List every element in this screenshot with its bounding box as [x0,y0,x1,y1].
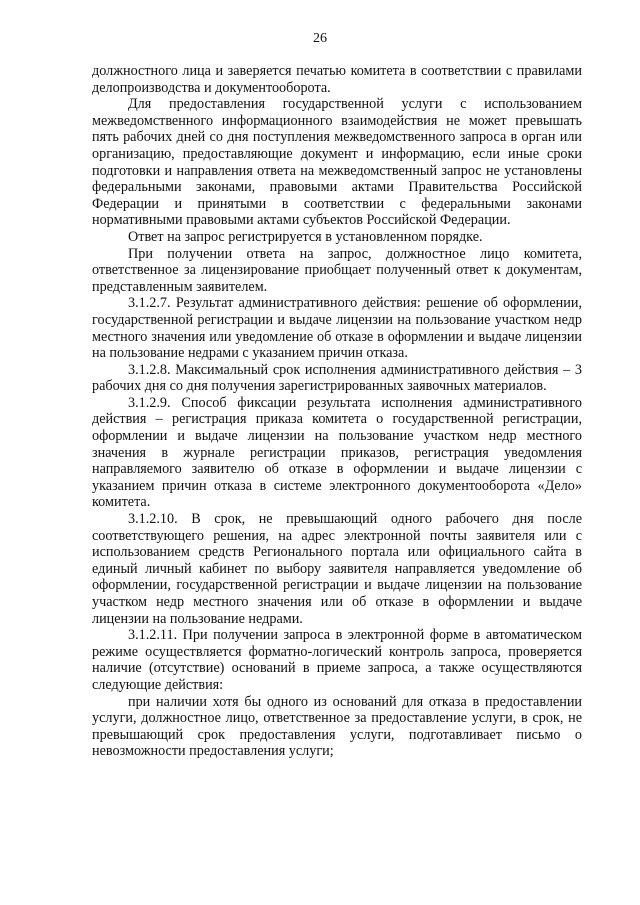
paragraph-refusal-grounds: при наличии хотя бы одного из оснований для отказа в предоставлении услуги, должностное лицо, ответственное за предоставление услуги, в срок, не превышающий срок предоставления услуги, подготавливает письмо о невозможности предоставления услуги; [92,693,582,760]
page-body [92,63,582,760]
paragraph-3-1-2-7: 3.1.2.7. Результат административного действия: решение об оформлении, государственной регистрации и выдаче лицензии на пользование участком недр местного значения или уведомление об отказе в оформлении и выдаче лицензии на пользование недрами с указанием причин отказа. [92,295,582,362]
page-number: 26 [313,31,327,46]
paragraph-continuation: должностного лица и заверяется печатью комитета в соответствии с правилами делопроизводства и документооборота. [92,63,582,96]
paragraph-3-1-2-10: 3.1.2.10. В срок, не превышающий одного рабочего дня после соответствующего решения, на адрес электронной почты заявителя или с использованием средств Регионального портала или официального сайта в единый личный кабинет по выбору заявителя направляется уведомление об оформлении, государственной регистрации и выдаче лицензии на пользование участком недр местного значения или об отказе в оформлении и выдаче лицензии на пользование недрами. [92,511,582,627]
paragraph-response-attachment: При получении ответа на запрос, должностное лицо комитета, ответственное за лицензирование приобщает полученный ответ к документам, представленным заявителем. [92,245,582,295]
paragraph-3-1-2-9: 3.1.2.9. Способ фиксации результата исполнения административного действия – регистрация приказа комитета о государственной регистрации, оформлении и выдаче лицензии на пользование участком недр местного значения в журнале регистрации приказов, регистрация уведомления направляемого заявителю об отказе в оформлении и выдаче лицензии с указанием причин отказа в системе электронного документооборота «Дело» комитета. [92,394,582,511]
paragraph-response-registration: Ответ на запрос регистрируется в установленном порядке. [128,228,483,245]
paragraph-interagency-deadline: Для предоставления государственной услуги с использованием межведомственного информационного взаимодействия не может превышать пять рабочих дней со дня поступления межведомственного запроса в орган или организацию, предоставляющие документ и информацию, если иные сроки подготовки и направления ответа на межведомственный запрос не установлены федеральными законами, правовыми актами Правительства Российской Федерации и принятыми в соответствии с федеральными законами нормативными правовыми актами субъектов Российской Федерации. [92,96,582,229]
paragraph-3-1-2-8: 3.1.2.8. Максимальный срок исполнения административного действия – 3 рабочих дня со дня получения зарегистрированных заявочных материалов. [92,361,582,395]
paragraph-3-1-2-11: 3.1.2.11. При получении запроса в электронной форме в автоматическом режиме осуществляется форматно-логический контроль запроса, проверяется наличие (отсутствие) оснований в приеме запроса, а также осуществляются следующие действия: [92,627,582,693]
